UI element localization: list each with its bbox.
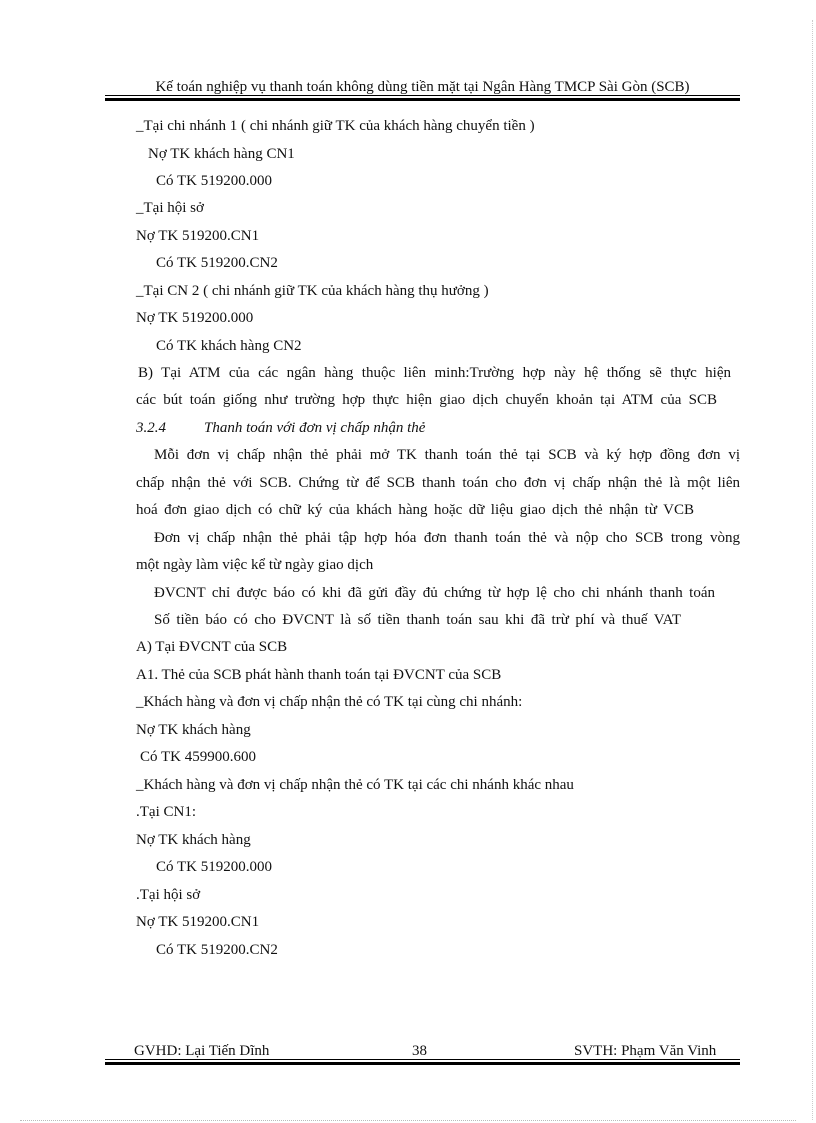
body-line: Có TK 519200.000	[156, 173, 272, 189]
section-number: 3.2.4	[136, 420, 166, 436]
footer-page-number: 38	[412, 1043, 427, 1059]
footer-advisor: GVHD: Lại Tiến Dĩnh	[134, 1043, 270, 1059]
body-line: Nợ TK khách hàng CN1	[148, 146, 295, 162]
body-line: _Khách hàng và đơn vị chấp nhận thẻ có TK tại cùng chi nhánh:	[136, 694, 523, 710]
section-title: Thanh toán với đơn vị chấp nhận thẻ	[204, 420, 426, 436]
body-line: _Khách hàng và đơn vị chấp nhận thẻ có TK tại các chi nhánh khác nhau	[136, 777, 574, 793]
body-line: Có TK 459900.600	[140, 749, 256, 765]
body-line: Có TK 519200.CN2	[156, 255, 278, 271]
body-line: _Tại chi nhánh 1 ( chi nhánh giữ TK của khách hàng chuyển tiền )	[136, 118, 535, 134]
body-line: các bút toán giống như trường hợp thực hiện giao dịch chuyển khoản tại ATM của SCB	[136, 392, 717, 408]
body-line: _Tại CN 2 ( chi nhánh giữ TK của khách hàng thụ hưởng )	[136, 283, 489, 299]
body-line: Có TK 519200.CN2	[156, 942, 278, 958]
body-line: A1. Thẻ của SCB phát hành thanh toán tại ĐVCNT của SCB	[136, 667, 502, 683]
body-line: .Tại CN1:	[136, 804, 196, 820]
body-line: B) Tại ATM của các ngân hàng thuộc liên minh:Trường hợp này hệ thống sẽ thực hiện	[138, 365, 731, 381]
body-line: Có TK khách hàng CN2	[156, 338, 302, 354]
footer-student: SVTH: Phạm Văn Vinh	[574, 1043, 717, 1059]
header-rule-thin	[105, 95, 740, 96]
body-line: Nợ TK 519200.000	[136, 310, 254, 326]
body-line: chấp nhận thẻ với SCB. Chứng từ để SCB thanh toán cho đơn vị chấp nhận thẻ là một liên	[136, 475, 740, 491]
body-line: .Tại hội sở	[136, 887, 201, 903]
body-line: Nợ TK 519200.CN1	[136, 228, 260, 244]
body-line: Có TK 519200.000	[156, 859, 272, 875]
header-rule-thick	[105, 98, 740, 101]
body-line: Nợ TK khách hàng	[136, 722, 251, 738]
body-line: hoá đơn giao dịch có chữ ký của khách hàng hoặc dữ liệu giao dịch thẻ nhận từ VCB	[136, 502, 694, 518]
running-header: Kế toán nghiệp vụ thanh toán không dùng tiền mặt tại Ngân Hàng TMCP Sài Gòn (SCB)	[155, 79, 690, 95]
page-edge-right	[812, 20, 813, 1120]
page-edge-bottom	[20, 1120, 796, 1121]
body-line: một ngày làm việc kể từ ngày giao dịch	[136, 557, 374, 573]
body-line: A) Tại ĐVCNT của SCB	[136, 639, 288, 655]
footer-rule-thick	[105, 1062, 740, 1065]
body-line: Nợ TK 519200.CN1	[136, 914, 260, 930]
footer-rule-thin	[105, 1059, 740, 1060]
body-line: ĐVCNT chỉ được báo có khi đã gửi đầy đủ chứng từ hợp lệ cho chi nhánh thanh toán	[154, 585, 715, 601]
body-line: _Tại hội sở	[136, 200, 204, 216]
body-line: Số tiền báo có cho ĐVCNT là số tiền thanh toán sau khi đã trừ phí và thuế VAT	[154, 612, 681, 628]
body-line: Nợ TK khách hàng	[136, 832, 251, 848]
body-line: Đơn vị chấp nhận thẻ phải tập hợp hóa đơn thanh toán thẻ và nộp cho SCB trong vòng	[154, 530, 740, 546]
body-line: Mỗi đơn vị chấp nhận thẻ phải mở TK thanh toán thẻ tại SCB và ký hợp đồng đơn vị	[154, 447, 740, 463]
